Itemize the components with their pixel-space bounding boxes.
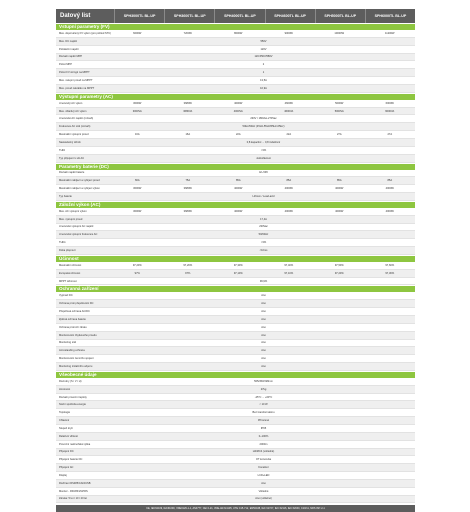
spec-value-shared: Ano	[261, 481, 266, 485]
spec-value-cell: 27A	[387, 133, 393, 137]
spec-row	[56, 464, 415, 472]
spec-row	[56, 300, 415, 308]
spec-row	[56, 54, 415, 62]
spec-value-cell: 97,20%	[183, 263, 193, 267]
spec-label: Monitor - RF/WIFI/GPRS	[59, 489, 88, 493]
spec-value-shared: IP65	[260, 426, 267, 430]
spec-label: Ochrana proti AC zkratu	[59, 325, 87, 329]
spec-values	[112, 249, 415, 252]
spec-label: Jmenovité AC napětí (rozsah)	[59, 117, 94, 121]
spec-row	[56, 316, 415, 324]
spec-value-shared: Ano	[261, 325, 266, 329]
spec-value-shared: 505/453/198mm	[254, 379, 273, 383]
spec-label: Noční spotřeba energie	[59, 403, 86, 407]
spec-row	[56, 85, 415, 93]
spec-value-cell: 16A	[185, 133, 191, 137]
spec-values	[112, 40, 415, 43]
spec-row	[56, 363, 415, 371]
spec-value-cell: 8000W	[234, 31, 243, 35]
spec-row	[56, 401, 415, 409]
spec-row	[56, 409, 415, 417]
section-header: Výstupní parametry (AC)	[56, 94, 415, 100]
spec-value-cell: 3680VA	[183, 109, 193, 113]
spec-row	[56, 425, 415, 433]
section-header: Všeobecné údaje	[56, 372, 415, 378]
spec-value-shared: Konektor	[258, 466, 269, 470]
spec-value-cell: 4000W	[335, 209, 344, 213]
spec-label: Monitorování zbytkového proudu	[59, 333, 97, 337]
spec-row	[56, 308, 415, 316]
spec-values	[112, 241, 415, 244]
spec-value-cell: 5000W	[335, 101, 344, 105]
spec-value-shared: H4/MC4 (volitelné)	[252, 450, 275, 454]
spec-label: Maximální nabíjecí a vybíjecí proud	[59, 179, 100, 183]
spec-label: Monitoring izolačního odporu	[59, 364, 93, 368]
spec-values	[112, 341, 415, 344]
spec-value-cell: 97,20%	[132, 263, 142, 267]
spec-values	[112, 411, 415, 414]
spec-value-cell: 97,60%	[385, 263, 395, 267]
spec-values	[112, 102, 415, 105]
spec-value-shared: Přirozené	[257, 419, 270, 423]
spec-row	[56, 347, 415, 355]
spec-value-cell: 97,30%	[385, 271, 395, 275]
spec-value-cell: 9000W	[284, 31, 293, 35]
spec-values	[112, 87, 415, 90]
spec-label: Evropská účinnost	[59, 271, 81, 275]
spec-row	[56, 472, 415, 480]
spec-values	[112, 280, 415, 283]
spec-value-shared: 550V	[260, 39, 267, 43]
spec-row	[56, 216, 415, 224]
spec-value-cell: 27A	[336, 133, 342, 137]
spec-values	[112, 210, 415, 213]
spec-label: Monitorování zemního spojení	[59, 357, 94, 361]
spec-row	[56, 394, 415, 402]
spec-label: Chlazení	[59, 419, 70, 423]
spec-values	[112, 272, 415, 275]
spec-label: Hmotnost	[59, 387, 71, 391]
spec-value-shared: 50/60Hz	[258, 233, 269, 237]
spec-values	[112, 55, 415, 58]
spec-label: Max. AC výstupní výkon	[59, 209, 87, 213]
spec-values	[112, 63, 415, 66]
model-column-header: SPH5000TL BL-UP	[315, 9, 365, 23]
spec-values	[112, 187, 415, 190]
spec-values	[112, 157, 415, 160]
spec-label: Počáteční napětí	[59, 47, 79, 51]
certifications-footer: CE, IEC62109, IEC61000, VDE0126-1-1, AS4777, CEI 0-21, VDE-AR-N4105, UTE C15-712, EN50438, IEC 61727, IEC 62116, IEC 62040, C10/11, NRS 097-2-1	[56, 505, 415, 512]
spec-value-shared: 99,9%	[259, 279, 268, 283]
spec-label: THDv	[59, 241, 66, 245]
spec-value-cell: 3000VA	[132, 109, 142, 113]
spec-label: Připojení AC	[59, 466, 74, 470]
spec-label: Nastavitelný účiník	[59, 140, 81, 144]
spec-values	[112, 71, 415, 74]
spec-value-cell: 85A	[336, 179, 342, 183]
spec-values	[112, 403, 415, 406]
spec-value-shared: 1	[262, 71, 265, 75]
spec-row	[56, 30, 415, 38]
spec-value-cell: 66A	[134, 179, 140, 183]
spec-value-cell: 4000W	[385, 209, 394, 213]
spec-value-shared: Ano	[261, 333, 266, 337]
spec-row	[56, 208, 415, 216]
section-header: Záložní výkon (AC)	[56, 202, 415, 208]
spec-value-cell: 97,30%	[233, 263, 243, 267]
spec-value-shared: Jednofázové	[256, 156, 271, 160]
spec-row	[56, 38, 415, 46]
spec-label: Připojení baterie DC	[59, 458, 83, 462]
spec-value-shared: 17,4A	[260, 217, 267, 221]
spec-values	[112, 435, 415, 438]
spec-values	[112, 450, 415, 453]
spec-value-shared: 2	[262, 63, 265, 67]
spec-row	[56, 480, 415, 488]
spec-values	[112, 133, 415, 136]
spec-value-cell: 4000W	[234, 101, 243, 105]
spec-label: Topologie	[59, 411, 71, 415]
spec-value-cell: 97,50%	[334, 263, 344, 267]
spec-value-cell: 97%	[185, 271, 191, 275]
spec-value-shared: Ano	[261, 317, 266, 321]
model-column-header: SPH4000TL BL-UP	[214, 9, 264, 23]
spec-value-shared: <3%	[260, 148, 267, 152]
spec-values	[112, 326, 415, 329]
spec-value-cell: 7200W	[183, 31, 192, 35]
spec-value-shared: Ano	[261, 294, 266, 298]
spec-value-cell: 3680W	[183, 101, 192, 105]
spec-values	[112, 264, 415, 267]
spec-row	[56, 170, 415, 178]
spec-values	[112, 349, 415, 352]
spec-label: Max. vstupní proud na MPPT	[59, 78, 93, 82]
spec-values	[112, 365, 415, 368]
spec-values	[112, 380, 415, 383]
spec-values	[112, 179, 415, 182]
spec-label: Frekvence AC sítě (rozsah)	[59, 125, 91, 129]
spec-row	[56, 433, 415, 441]
spec-value-shared: Lithium / Lead-acid	[252, 194, 275, 198]
spec-label: Zpětná ochrana baterie	[59, 317, 86, 321]
datasheet-title: Datový list	[60, 13, 91, 19]
spec-value-cell: 3680W	[183, 209, 192, 213]
spec-label: THDi	[59, 148, 65, 152]
spec-row	[56, 77, 415, 85]
spec-value-shared: Ano	[261, 310, 266, 314]
spec-value-cell: 97%	[134, 271, 140, 275]
spec-label: Provozní nadmořská výška	[59, 442, 91, 446]
spec-label: Maximální nabíjecí a vybíjecí výkon	[59, 187, 100, 191]
spec-value-cell: 3000W	[133, 209, 142, 213]
spec-row	[56, 340, 415, 348]
spec-value-cell: 4000VA	[233, 109, 243, 113]
spec-row	[56, 123, 415, 131]
spec-value-cell: 22A	[286, 133, 292, 137]
spec-row	[56, 155, 415, 163]
spec-value-shared: 230V / 180Vac-270Vac	[250, 117, 277, 121]
spec-label: Doba přepnutí	[59, 249, 76, 253]
spec-label: Rozhraní RS485/CAN/USB	[59, 481, 91, 485]
spec-value-shared: 120-550V/580V	[254, 55, 273, 59]
spec-value-shared: Ano	[261, 357, 266, 361]
spec-row	[56, 147, 415, 155]
spec-value-cell: 6000W	[133, 31, 142, 35]
spec-label: Displej	[59, 473, 67, 477]
spec-label: Max. doporučený FV výkon (pro pohled STC)	[59, 31, 112, 35]
spec-row	[56, 177, 415, 185]
datasheet	[56, 9, 415, 511]
spec-label: Připojení DC	[59, 450, 74, 454]
spec-row	[56, 456, 415, 464]
spec-values	[112, 490, 415, 493]
spec-label: Jmenovitý AC výkon	[59, 101, 83, 105]
spec-values	[112, 474, 415, 477]
spec-label: Max. výstupní proud	[59, 217, 83, 221]
section-header: Účinnost	[56, 256, 415, 262]
spec-values	[112, 218, 415, 221]
spec-value-cell: 16A	[134, 133, 140, 137]
spec-values	[112, 48, 415, 51]
spec-value-shared: 50Hz/60Hz (45Hz-55Hz/55Hz-65Hz)	[242, 125, 285, 129]
spec-value-cell: 3000W	[133, 101, 142, 105]
spec-values	[112, 396, 415, 399]
section-header: Ochranná zařízení	[56, 286, 415, 292]
spec-values	[112, 233, 415, 236]
spec-value-cell: 6000W	[385, 101, 394, 105]
spec-values	[112, 149, 415, 152]
model-column-header: SPH3600TL BL-UP	[164, 9, 214, 23]
spec-row	[56, 262, 415, 270]
spec-value-cell: 11200W	[385, 31, 395, 35]
spec-value-shared: Ano	[261, 364, 266, 368]
spec-values	[112, 32, 415, 35]
spec-value-shared: 120V	[260, 47, 267, 51]
spec-value-shared: < 10 W	[259, 403, 268, 407]
spec-values	[112, 357, 415, 360]
spec-row	[56, 131, 415, 139]
spec-value-cell: 4000W	[335, 187, 344, 191]
spec-row	[56, 496, 415, 504]
spec-values	[112, 458, 415, 461]
spec-value-shared: Ano (volitelné)	[255, 497, 272, 501]
spec-value-shared: Ano	[261, 341, 266, 345]
spec-values	[112, 427, 415, 430]
spec-label: Max. DC napětí	[59, 39, 78, 43]
spec-value-cell: 4000W	[284, 187, 293, 191]
spec-value-shared: 16,9A	[260, 86, 267, 90]
spec-value-shared: Volitelné	[258, 489, 269, 493]
spec-row	[56, 108, 415, 116]
spec-row	[56, 61, 415, 69]
spec-value-cell: 4000W	[385, 187, 394, 191]
spec-values	[112, 334, 415, 337]
spec-label: Maximální výstupní proud	[59, 133, 89, 137]
spec-row	[56, 224, 415, 232]
spec-value-shared: 230Vac	[259, 225, 268, 229]
spec-values	[112, 497, 415, 500]
spec-row	[56, 115, 415, 123]
table-header	[56, 9, 415, 23]
spec-value-cell: 10000W	[334, 31, 345, 35]
spec-value-shared: Bez transformátoru	[252, 411, 275, 415]
spec-value-shared: 13,5A	[260, 78, 267, 82]
spec-value-shared: Ano	[261, 302, 266, 306]
spec-value-shared: LCD+LED	[257, 473, 270, 477]
spec-value-cell: 22A	[235, 133, 241, 137]
spec-values	[112, 482, 415, 485]
spec-row	[56, 239, 415, 247]
spec-row	[56, 378, 415, 386]
spec-values	[112, 443, 415, 446]
spec-values	[112, 419, 415, 422]
spec-values	[112, 79, 415, 82]
spec-row	[56, 278, 415, 286]
spec-label: Typ připojení k síti AC	[59, 156, 85, 160]
section-header: Parametry baterie (DC)	[56, 164, 415, 170]
spec-value-shared: Ano	[261, 349, 266, 353]
spec-value-shared: <3%	[260, 241, 267, 245]
spec-value-cell: 4000W	[234, 209, 243, 213]
spec-row	[56, 441, 415, 449]
spec-label: Rozsah provozní teploty	[59, 395, 87, 399]
spec-label: Počet MPP	[59, 63, 72, 67]
spec-row	[56, 270, 415, 278]
spec-label: Záruka: 5 let / 10 / 20 let	[59, 497, 87, 501]
spec-label: Rozsah napětí baterie	[59, 171, 85, 175]
spec-values	[112, 294, 415, 297]
spec-values	[112, 110, 415, 113]
spec-value-cell: 6000VA	[385, 109, 395, 113]
spec-row	[56, 139, 415, 147]
spec-label: Stupeň krytí	[59, 426, 73, 430]
spec-value-cell: 4000W	[234, 187, 243, 191]
spec-row	[56, 417, 415, 425]
spec-values	[112, 141, 415, 144]
spec-label: Jmenovité výstupní AC napětí	[59, 225, 94, 229]
spec-value-cell: 85A	[387, 179, 393, 183]
spec-label: Max. zdánlivý AC výkon	[59, 109, 87, 113]
spec-row	[56, 332, 415, 340]
spec-label: Maximální účinnost	[59, 263, 82, 267]
spec-value-shared: 27kg	[260, 387, 267, 391]
spec-row	[56, 193, 415, 201]
spec-label: Anti-islanding ochrana	[59, 349, 85, 353]
spec-row	[56, 69, 415, 77]
spec-value-shared: 42~59V	[258, 171, 268, 175]
spec-row	[56, 100, 415, 108]
spec-row	[56, 46, 415, 54]
spec-values	[112, 466, 415, 469]
spec-row	[56, 386, 415, 394]
spec-value-cell: 85A	[286, 179, 292, 183]
spec-value-cell: 97,10%	[233, 271, 243, 275]
spec-value-cell: 4600VA	[284, 109, 294, 113]
model-column-header: SPH4600TL BL-UP	[265, 9, 315, 23]
model-column-header: SPH3000TL BL-UP	[114, 9, 164, 23]
spec-row	[56, 355, 415, 363]
spec-label: Vypínač DC	[59, 294, 73, 298]
spec-values	[112, 171, 415, 174]
spec-value-shared: 0,8 kapacitní ... 0,8 induktivní	[246, 140, 281, 144]
spec-label: Přepěťová ochrana AC/DC	[59, 310, 90, 314]
spec-row	[56, 231, 415, 239]
spec-value-cell: 97,40%	[284, 263, 294, 267]
model-column-header: SPH6000TL BL-UP	[365, 9, 415, 23]
spec-value-cell: 97,10%	[284, 271, 294, 275]
spec-label: Monitoring sítě	[59, 341, 77, 345]
spec-label: Počet FV stringů na MPPT	[59, 71, 90, 75]
spec-values	[112, 302, 415, 305]
spec-value-shared: -25°C ... +60°C	[254, 395, 273, 399]
spec-value-cell: 4600W	[284, 101, 293, 105]
spec-values	[112, 225, 415, 228]
spec-row	[56, 449, 415, 457]
spec-values	[112, 388, 415, 391]
spec-label: Jmenovitá výstupní frekvence AC	[59, 233, 98, 237]
section-header: Vstupní parametry (FV)	[56, 24, 415, 30]
spec-label: Rozsah napětí MPP	[59, 55, 83, 59]
spec-table-body	[56, 24, 415, 503]
spec-row	[56, 292, 415, 300]
spec-values	[112, 117, 415, 120]
spec-values	[112, 195, 415, 198]
spec-label: Relativní vlhkost	[59, 434, 78, 438]
spec-values	[112, 310, 415, 313]
spec-label: MPPT účinnost	[59, 279, 77, 283]
spec-values	[112, 318, 415, 321]
spec-row	[56, 488, 415, 496]
spec-label: Rozměry (Š / V / H)	[59, 379, 82, 383]
spec-value-cell: 4000W	[284, 209, 293, 213]
spec-row	[56, 324, 415, 332]
spec-value-cell: 75A	[185, 179, 191, 183]
spec-value-shared: 0~100%	[258, 434, 269, 438]
spec-value-shared: 2000m	[259, 442, 268, 446]
spec-row	[56, 185, 415, 193]
spec-label: Typ baterie	[59, 194, 72, 198]
spec-row	[56, 247, 415, 255]
spec-value-cell: 97,20%	[334, 271, 344, 275]
spec-value-cell: 85A	[235, 179, 241, 183]
spec-value-cell: 5000VA	[334, 109, 344, 113]
spec-value-shared: OT koncovka	[255, 458, 272, 462]
spec-label: Max. proud nakrátko na MPPT	[59, 86, 95, 90]
spec-label: Ochrana proti přepólování DC	[59, 302, 94, 306]
spec-value-cell: 3000W	[133, 187, 142, 191]
spec-value-shared: <10ms	[259, 249, 268, 253]
spec-value-cell: 3680W	[183, 187, 192, 191]
spec-values	[112, 125, 415, 128]
